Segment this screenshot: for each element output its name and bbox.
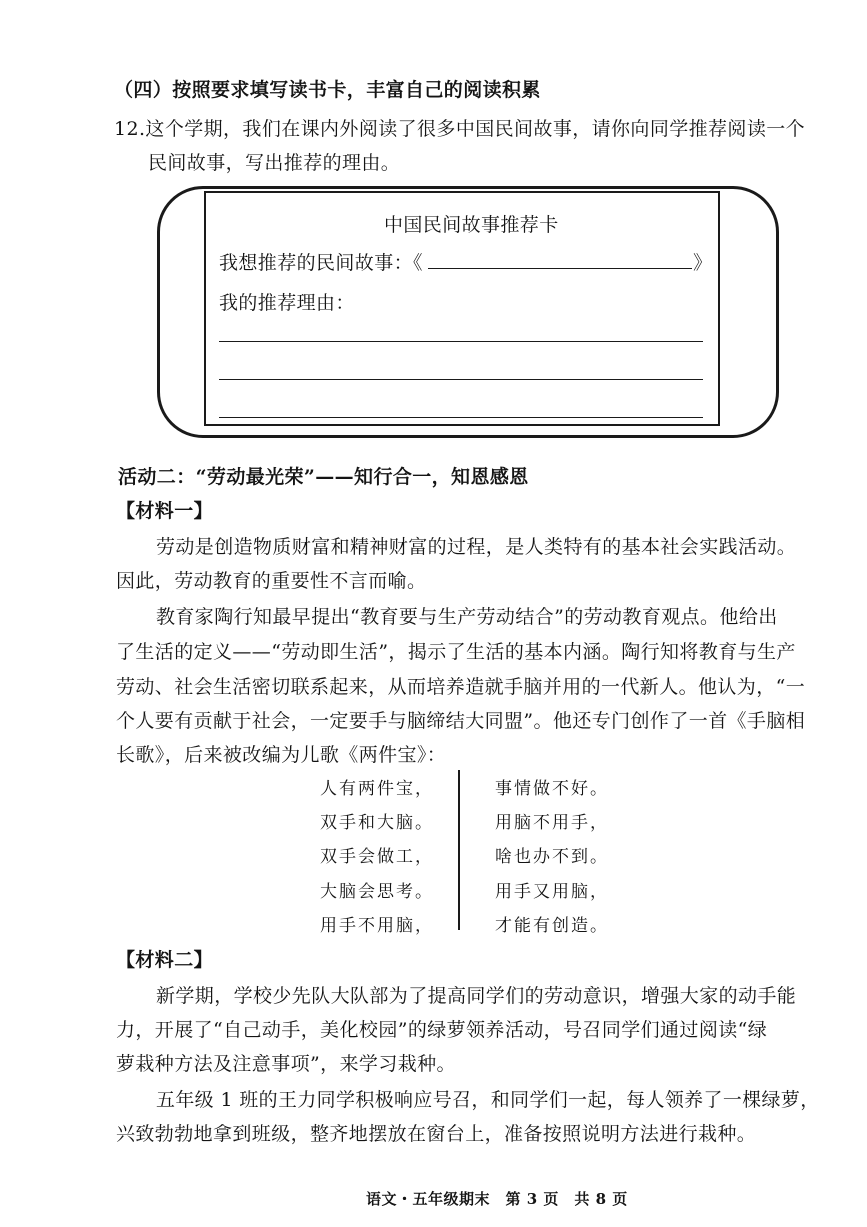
reason-label: 我的推荐理由： [219, 292, 355, 314]
material1-para1-line1: 劳动是创造物质财富和精神财富的过程，是人类特有的基本社会实践活动。 [156, 536, 797, 558]
poem-right-line-5: 才能有创造。 [495, 916, 609, 936]
poem-left-line-5: 用手不用脑， [320, 916, 434, 936]
material1-para2-line3: 劳动、社会生活密切联系起来，从而培养造就手脑并用的一代新人。他认为，“一 [116, 676, 806, 698]
poem-left-line-1: 人有两件宝， [320, 779, 434, 799]
question-line-1: 12.这个学期，我们在课内外阅读了很多中国民间故事，请你向同学推荐阅读一个 [114, 118, 806, 140]
material2-para2-line1: 五年级 1 班的王力同学积极响应号召，和同学们一起，每人领养了一棵绿萝， [156, 1089, 820, 1111]
poem-divider [458, 770, 460, 930]
question-line-2: 民间故事，写出推荐的理由。 [148, 152, 401, 174]
poem-right-line-1: 事情做不好。 [495, 779, 609, 799]
material1-para2-line2: 了生活的定义——“劳动即生活”，揭示了生活的基本内涵。陶行知将教育与生产 [116, 641, 796, 663]
material2-para2-line2: 兴致勃勃地拿到班级，整齐地摆放在窗台上，准备按照说明方法进行栽种。 [116, 1123, 757, 1145]
card-title: 中国民间故事推荐卡 [384, 214, 559, 236]
story-label: 我想推荐的民间故事：《 [219, 252, 423, 274]
poem-right-line-3: 啥也办不到。 [495, 847, 609, 867]
material1-para2-line1: 教育家陶行知最早提出“教育要与生产劳动结合”的劳动教育观点。他给出 [156, 606, 778, 628]
reason-line-1[interactable] [219, 341, 703, 342]
story-input[interactable] [428, 244, 692, 269]
page-footer: 语文・五年级期末 第 3 页 共 8 页 [366, 1190, 628, 1208]
poem-right-line-2: 用脑不用手， [495, 813, 609, 833]
poem-left-line-4: 大脑会思考。 [320, 882, 434, 902]
material2-para1-line1: 新学期，学校少先队大队部为了提高同学们的劳动意识，增强大家的动手能 [156, 985, 797, 1007]
reason-line-2[interactable] [219, 379, 703, 380]
material2-para1-line2: 力，开展了“自己动手，美化校园”的绿萝领养活动，号召同学们通过阅读“绿 [116, 1019, 768, 1041]
poem-left-line-3: 双手会做工， [320, 847, 434, 867]
material1-para2-line5: 长歌》，后来被改编为儿歌《两件宝》： [116, 744, 447, 766]
material1-heading: 【材料一】 [116, 500, 214, 522]
material1-para2-line4: 个人要有贡献于社会，一定要手与脑缔结大同盟”。他还专门创作了一首《手脑相 [116, 710, 806, 732]
poem-right-line-4: 用手又用脑， [495, 882, 609, 902]
poem-left-line-2: 双手和大脑。 [320, 813, 434, 833]
activity-title: 活动二：“劳动最光荣”——知行合一，知恩感恩 [118, 466, 529, 488]
story-close-bracket: 》 [693, 252, 713, 274]
reason-line-3[interactable] [219, 417, 703, 418]
material2-para1-line3: 萝栽种方法及注意事项”，来学习栽种。 [116, 1053, 456, 1075]
material2-heading: 【材料二】 [116, 949, 214, 971]
section-heading: （四）按照要求填写读书卡，丰富自己的阅读积累 [114, 79, 541, 101]
material1-para1-line2: 因此，劳动教育的重要性不言而喻。 [116, 570, 427, 592]
